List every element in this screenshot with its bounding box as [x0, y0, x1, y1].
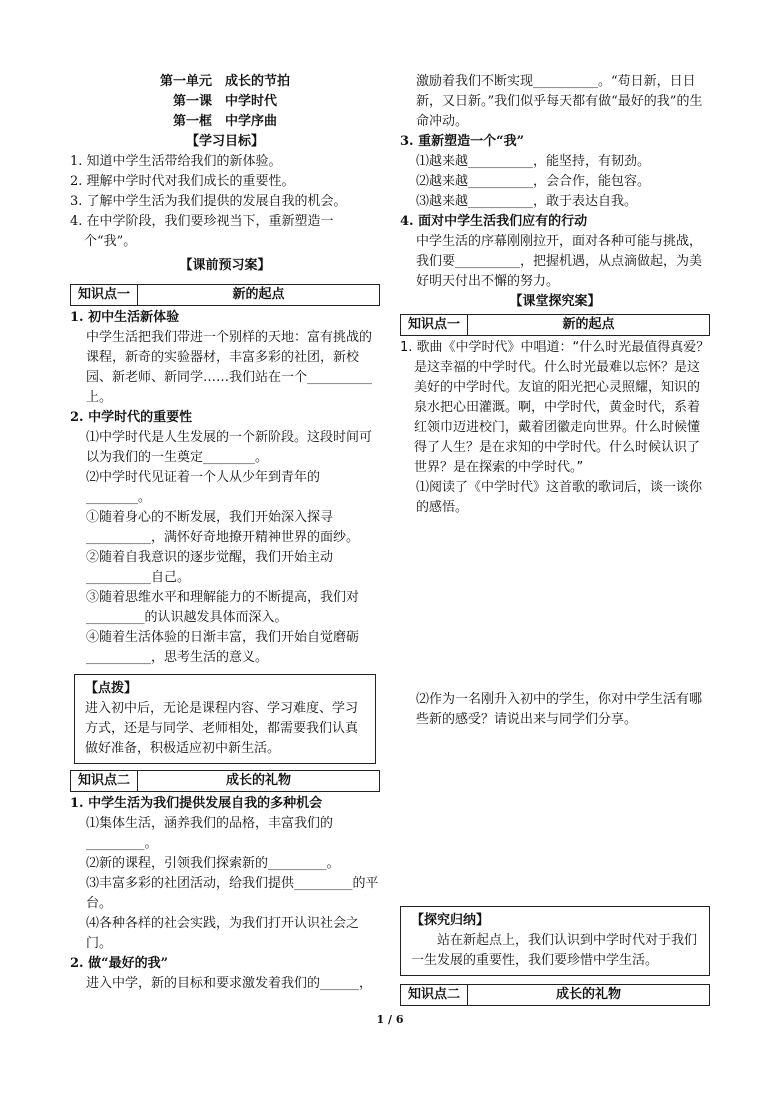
kp-key: 知识点一: [71, 285, 138, 305]
section-text: ①随着身心的不断发展，我们开始深入探寻__________，满怀好奇地撩开精神世界的面纱。: [86, 510, 360, 545]
section-text: 中学生活的序幕刚刚拉开，面对各种可能与挑战，我们要__________，把握机遇，从点滴做起，为美好明天付出不懈的努力。: [416, 234, 703, 289]
section-title: 2. 中学时代的重要性: [70, 410, 193, 425]
knowledge-point-header: [400, 984, 710, 1006]
section-title: 4. 面对中学生活我们应有的行动: [400, 214, 588, 229]
kp-value: 新的起点: [562, 317, 615, 332]
section-text: ⑷各种各样的社会实践，为我们打开认识社会之门。: [86, 916, 360, 951]
unit-title: 第一单元 成长的节拍: [159, 74, 290, 89]
summary-title: 【探究归纳】: [411, 913, 490, 928]
section-title: 1. 初中生活新体验: [70, 310, 180, 325]
knowledge-point-header: [70, 284, 380, 306]
goals-title: 【学习目标】: [185, 134, 264, 149]
section-text: ⑴集体生活，涵养我们的品格，丰富我们的_________。: [86, 816, 334, 851]
preview-title: 【课前预习案】: [179, 258, 271, 273]
section-text: ⑵越来越__________，会合作，能包容。: [416, 174, 651, 189]
knowledge-point-header: [400, 314, 710, 336]
section-title: 3. 重新塑造一个“我”: [400, 134, 525, 149]
frame-title: 第一框 中学序曲: [172, 114, 277, 129]
question-sub: ⑵作为一名刚升入初中的学生，你对中学生活有哪些新的感受？请说出来与同学们分享。: [416, 692, 703, 727]
answer-space: [400, 730, 710, 906]
kp-key: 知识点二: [71, 771, 138, 791]
lesson-title: 第一课 中学时代: [172, 94, 277, 109]
question-sub: ⑴阅读了《中学时代》这首歌的歌词后，谈一谈你的感悟。: [416, 480, 703, 515]
section-text: ③随着思维水平和理解能力的不断提高，我们对_________的认识越发具体而深入。: [86, 590, 360, 625]
class-title: 【课堂探究案】: [509, 294, 601, 309]
answer-space: [400, 518, 710, 690]
goal-item: 4. 在中学阶段，我们要珍视当下，重新塑造一个“我”。: [70, 214, 334, 249]
knowledge-point-header: [70, 770, 380, 792]
summary-box: [400, 906, 710, 976]
kp-key: 知识点一: [401, 315, 468, 335]
tip-box: [74, 674, 376, 764]
kp-value: 成长的礼物: [225, 773, 291, 788]
section-text: 中学生活把我们带进一个别样的天地：富有挑战的课程，新奇的实验器材，丰富多彩的社团，新校园、新老师、新同学……我们站在一个__________上。: [86, 330, 373, 405]
tip-text: 进入初中后，无论是课程内容、学习难度、学习方式，还是与同学、老师相处，都需要我们认真做好准备，积极适应初中新生活。: [85, 701, 359, 756]
section-text: 激励着我们不断实现__________。“苟日新，日日新，又日新。”我们似乎每天都有做“最好的我”的生命冲动。: [416, 74, 703, 129]
goal-item: 2. 理解中学时代对我们成长的重要性。: [70, 174, 295, 189]
section-title: 1. 中学生活为我们提供发展自我的多种机会: [70, 796, 323, 811]
section-text: ⑴中学时代是人生发展的一个新阶段。这段时间可以为我们的一生奠定________。: [86, 430, 373, 465]
section-text: ④随着生活体验的日渐丰富，我们开始自觉磨砺__________，思考生活的意义。: [86, 630, 360, 665]
section-text: ⑵中学时代见证着一个人从少年到青年的________。: [86, 470, 321, 505]
tip-title: 【点拨】: [85, 681, 138, 696]
section-text: ⑴越来越__________，能坚持，有韧劲。: [416, 154, 651, 169]
kp-value: 成长的礼物: [555, 987, 621, 1002]
section-text: ⑶越来越__________，敢于表达自我。: [416, 194, 638, 209]
kp-key: 知识点二: [401, 985, 468, 1005]
section-text: ⑶丰富多彩的社团活动，给我们提供_________的平台。: [86, 876, 379, 911]
right-column: [400, 72, 710, 1008]
section-text: ②随着自我意识的逐步觉醒，我们开始主动__________自己。: [86, 550, 334, 585]
question-text: 1. 歌曲《中学时代》中唱道：“什么时光最值得真爱？是这幸福的中学时代。什么时光最难以忘怀？是这美好的中学时代。友谊的阳光把心灵照耀，知识的泉水把心田灌溉。啊，中学时代，黄金时代，系着红领巾迈进校门，戴着团徽走向世界。什么时候懂得了人生？是在求知的中学时代。什么时候认识了世界？是在探索的中学时代。”: [400, 340, 710, 475]
section-text: 进入中学，新的目标和要求激发着我们的______，: [86, 976, 373, 991]
kp-value: 新的起点: [232, 287, 285, 302]
goal-item: 3. 了解中学生活为我们提供的发展自我的机会。: [70, 194, 347, 209]
section-title: 2. 做“最好的我”: [70, 956, 169, 971]
left-column: [70, 72, 380, 994]
summary-text: 站在新起点上，我们认识到中学时代对于我们一生发展的重要性，我们要珍惜中学生活。: [411, 933, 698, 968]
page-number: 1 / 6: [376, 1013, 404, 1026]
section-text: ⑵新的课程，引领我们探索新的_________。: [86, 856, 340, 871]
goal-item: 1. 知道中学生活带给我们的新体验。: [70, 154, 282, 169]
